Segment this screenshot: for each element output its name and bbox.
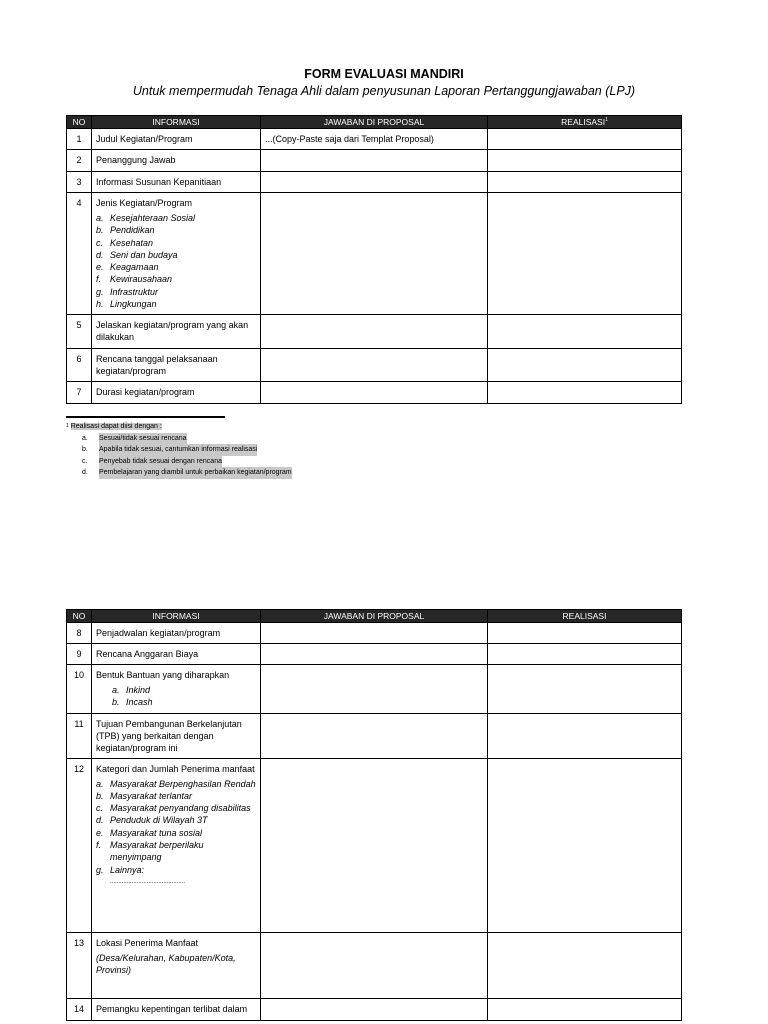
row-info bbox=[92, 758, 261, 932]
list-item: b. Incash bbox=[112, 697, 153, 708]
row-number: 11 bbox=[67, 713, 92, 758]
list-item: a. Inkind bbox=[112, 685, 151, 695]
row-info: Pemangku kepentingan terlibat dalam bbox=[92, 998, 261, 1020]
answer-field[interactable] bbox=[261, 349, 488, 382]
row-info: Penanggung Jawab bbox=[92, 150, 261, 172]
form-subtitle: Untuk mempermudah Tenaga Ahli dalam penyusunan Laporan Pertanggungjawaban (LPJ) bbox=[132, 84, 636, 98]
row-number: 2 bbox=[67, 150, 92, 172]
table-row bbox=[67, 998, 682, 1020]
answer-field[interactable] bbox=[261, 932, 488, 998]
list-item: f. Kewirausahaan bbox=[96, 274, 173, 285]
row-info-label: Jenis Kegiatan/Program bbox=[96, 198, 193, 208]
row-number: 10 bbox=[67, 665, 92, 714]
row-info bbox=[92, 665, 261, 714]
list-item: f. Masyarakat berperilaku menyimpang bbox=[96, 840, 204, 863]
row-info: Tujuan Pembangunan Berkelanjutan (TPB) yang berkaitan dengan kegiatan/program ini bbox=[92, 713, 261, 758]
table-header-row bbox=[67, 610, 682, 623]
row-info-label: Kategori dan Jumlah Penerima manfaat bbox=[96, 763, 255, 774]
row-info bbox=[92, 193, 261, 315]
answer-field[interactable] bbox=[261, 193, 488, 315]
row-info: Informasi Susunan Kepanitiaan bbox=[92, 172, 261, 193]
table-row bbox=[67, 644, 682, 665]
evaluation-table-2 bbox=[66, 609, 682, 1021]
col-header-informasi: INFORMASI bbox=[92, 116, 261, 129]
row-number: 14 bbox=[67, 998, 92, 1020]
table-row bbox=[67, 349, 682, 382]
row-number: 6 bbox=[67, 349, 92, 382]
footnote-divider bbox=[66, 416, 225, 418]
list-item: a. Masyarakat Berpenghasilan Rendah bbox=[96, 778, 256, 789]
row-number: 3 bbox=[67, 172, 92, 193]
list-item: e. Masyarakat tuna sosial bbox=[96, 827, 203, 838]
table-row bbox=[67, 150, 682, 172]
realization-field[interactable] bbox=[488, 129, 682, 150]
table-row bbox=[67, 665, 682, 714]
answer-field[interactable] bbox=[261, 644, 488, 665]
answer-field[interactable] bbox=[261, 623, 488, 644]
aid-type-list bbox=[112, 684, 256, 709]
table-row bbox=[67, 193, 682, 315]
row-info-label: Lokasi Penerima Manfaat bbox=[96, 937, 199, 948]
other-fill-line[interactable]: ............................................. bbox=[110, 878, 186, 885]
row-info: Rencana tanggal pelaksanaan kegiatan/program bbox=[92, 349, 261, 382]
answer-field[interactable] bbox=[261, 758, 488, 932]
beneficiary-list bbox=[96, 778, 256, 876]
row-number: 7 bbox=[67, 382, 92, 404]
row-info: Judul Kegiatan/Program bbox=[92, 129, 261, 150]
table-row bbox=[67, 713, 682, 758]
row-info: Durasi kegiatan/program bbox=[92, 382, 261, 404]
realization-field[interactable] bbox=[488, 998, 682, 1020]
realization-field[interactable] bbox=[488, 713, 682, 758]
col-header-no: NO bbox=[67, 116, 92, 129]
answer-field[interactable] bbox=[261, 382, 488, 404]
list-item: c. Masyarakat penyandang disabilitas bbox=[96, 803, 251, 814]
realization-field[interactable] bbox=[488, 349, 682, 382]
list-item: g. Lainnya: bbox=[96, 864, 145, 875]
location-note: (Desa/Kelurahan, Kabupaten/Kota, Provinsi) bbox=[96, 952, 236, 975]
list-item: b. Masyarakat terlantar bbox=[96, 790, 193, 801]
row-number: 4 bbox=[67, 193, 92, 315]
table-header-row bbox=[67, 116, 682, 129]
activity-type-list bbox=[96, 212, 256, 310]
footnote-intro: $^1$ Realisasi dapat diisi dengan : bbox=[66, 423, 162, 430]
row-info: Jelaskan kegiatan/program yang akan dilakukan bbox=[92, 315, 261, 349]
col-header-informasi: INFORMASI bbox=[92, 610, 261, 623]
col-header-realisasi: REALISASI$^1$ bbox=[488, 116, 682, 129]
evaluation-table-1 bbox=[66, 115, 682, 404]
footnote bbox=[66, 421, 292, 479]
footnote-item: d. Pembelajaran yang diambil untuk perbaikan kegiatan/program bbox=[66, 467, 292, 479]
table-row bbox=[67, 172, 682, 193]
realization-field[interactable] bbox=[488, 623, 682, 644]
table-row bbox=[67, 932, 682, 998]
realization-field[interactable] bbox=[488, 758, 682, 932]
row-info: Rencana Anggaran Biaya bbox=[92, 644, 261, 665]
table-row bbox=[67, 623, 682, 644]
col-header-jawaban: JAWABAN DI PROPOSAL bbox=[261, 116, 488, 129]
footnote-item: a. Sesuai/tidak sesuai rencana bbox=[66, 433, 292, 445]
row-number: 5 bbox=[67, 315, 92, 349]
col-header-no: NO bbox=[67, 610, 92, 623]
row-number: 9 bbox=[67, 644, 92, 665]
answer-field[interactable] bbox=[261, 998, 488, 1020]
list-item: h. Lingkungan bbox=[96, 299, 157, 310]
answer-field[interactable] bbox=[261, 172, 488, 193]
list-item: c. Kesehatan bbox=[96, 237, 154, 248]
table-row bbox=[67, 315, 682, 349]
list-item: a. Kesejahteraan Sosial bbox=[96, 213, 196, 223]
table-row bbox=[67, 382, 682, 404]
answer-field[interactable]: ...(Copy-Paste saja dari Templat Proposal) bbox=[261, 129, 488, 150]
answer-field[interactable] bbox=[261, 315, 488, 349]
realization-field[interactable] bbox=[488, 172, 682, 193]
row-info bbox=[92, 932, 261, 998]
realization-field[interactable] bbox=[488, 382, 682, 404]
answer-field[interactable] bbox=[261, 150, 488, 172]
list-item: d. Seni dan budaya bbox=[96, 249, 178, 260]
row-number: 1 bbox=[67, 129, 92, 150]
footnote-item: b. Apabila tidak sesuai, cantumkan informasi realisasi bbox=[66, 444, 292, 456]
list-item: g. Infrastruktur bbox=[96, 286, 159, 297]
answer-field[interactable] bbox=[261, 713, 488, 758]
row-number: 8 bbox=[67, 623, 92, 644]
col-header-realisasi: REALISASI bbox=[488, 610, 682, 623]
row-number: 12 bbox=[67, 758, 92, 932]
list-item: d. Penduduk di Wilayah 3T bbox=[96, 815, 208, 826]
realization-field[interactable] bbox=[488, 932, 682, 998]
table-row bbox=[67, 758, 682, 932]
realization-field[interactable] bbox=[488, 193, 682, 315]
footnote-ref: 1 bbox=[605, 117, 608, 123]
realization-field[interactable] bbox=[488, 665, 682, 714]
row-info: Penjadwalan kegiatan/program bbox=[92, 623, 261, 644]
col-header-jawaban: JAWABAN DI PROPOSAL bbox=[261, 610, 488, 623]
answer-field[interactable] bbox=[261, 665, 488, 714]
footnote-item: c. Penyebab tidak sesuai dengan rencana bbox=[66, 456, 292, 468]
list-item: e. Keagamaan bbox=[96, 262, 159, 273]
row-number: 13 bbox=[67, 932, 92, 998]
realization-field[interactable] bbox=[488, 150, 682, 172]
table-row bbox=[67, 129, 682, 150]
realization-field[interactable] bbox=[488, 644, 682, 665]
row-info-label: Bentuk Bantuan yang diharapkan bbox=[96, 670, 230, 680]
realization-field[interactable] bbox=[488, 315, 682, 349]
form-title: FORM EVALUASI MANDIRI bbox=[304, 67, 464, 81]
list-item: b. Pendidikan bbox=[96, 225, 155, 236]
